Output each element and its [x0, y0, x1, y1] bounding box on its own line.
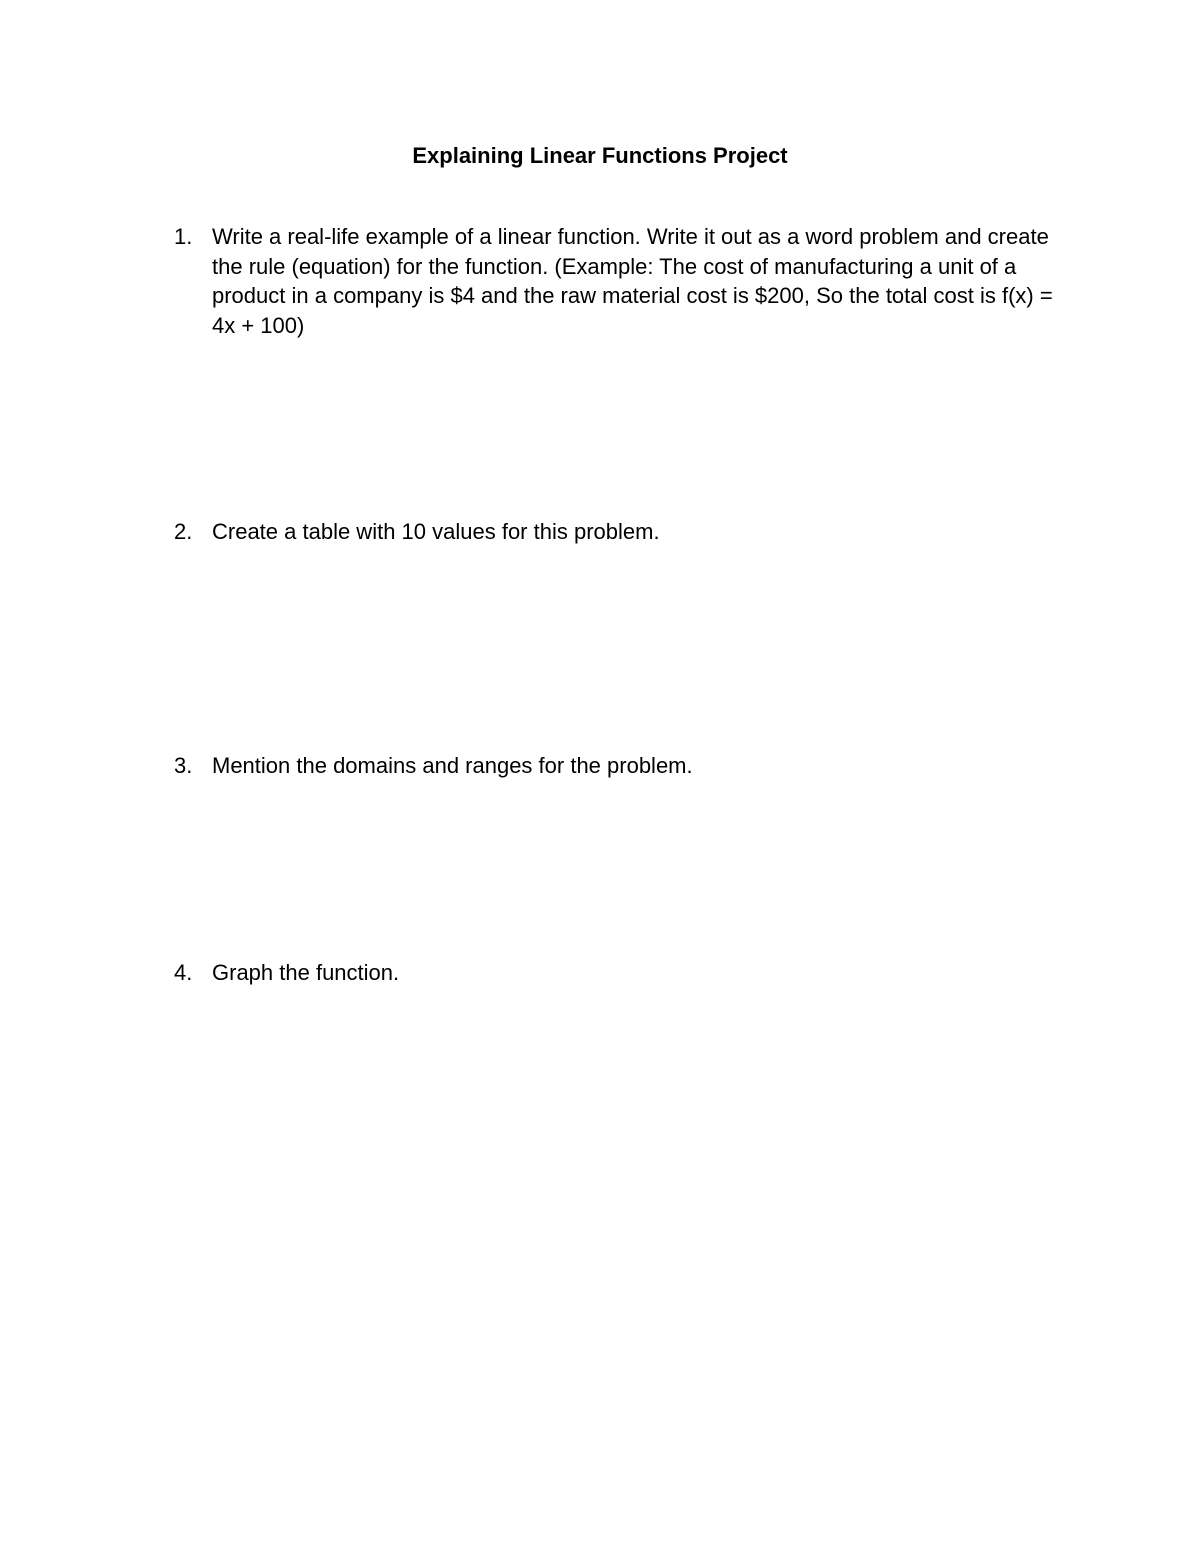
- question-text: Graph the function.: [212, 960, 400, 985]
- question-item-1: [174, 222, 1074, 340]
- question-number: 1.: [174, 224, 193, 249]
- question-item-3: [174, 751, 1074, 781]
- question-text: Mention the domains and ranges for the problem.: [212, 753, 693, 778]
- question-text: Write a real-life example of a linear function. Write it out as a word problem and create the rule (equation) for the function. (Example: The cost of manufacturing a unit of a product in a company is $4 and the raw material cost is $200, So the total cost is f(x) = 4x + 100): [212, 224, 1053, 338]
- page-title: Explaining Linear Functions Project: [412, 143, 788, 168]
- question-text: Create a table with 10 values for this problem.: [212, 519, 660, 544]
- question-item-4: [174, 958, 1074, 988]
- question-number: 3.: [174, 753, 193, 778]
- question-item-2: [174, 517, 1074, 547]
- question-number: 4.: [174, 960, 193, 985]
- question-number: 2.: [174, 519, 193, 544]
